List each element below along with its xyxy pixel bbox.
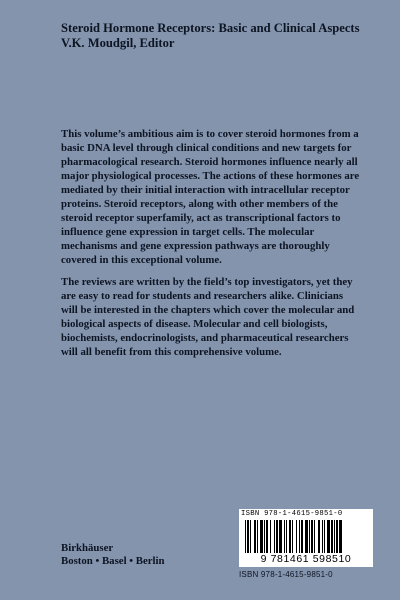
book-editor: V.K. Moudgil, Editor bbox=[61, 36, 175, 50]
publisher-block bbox=[61, 542, 211, 568]
cover-header bbox=[61, 21, 381, 51]
description-paragraph: This volume’s ambitious aim is to cover steroid hormones from a basic DNA level through clinical conditions and new targets for pharmacological research. Steroid hormones influence nearly all major physiological processes. The actions of these hormones are mediated by their initial interaction with intracellular receptor proteins. Steroid receptors, along with other members of the steroid receptor superfamily, act as transcriptional factors to influence gene expression in target cells. The molecular mechanisms and gene expression pathways are thoroughly covered in this exceptional volume. bbox=[61, 128, 360, 266]
book-title: Steroid Hormone Receptors: Basic and Clinical Aspects bbox=[61, 21, 360, 35]
barcode-isbn-text: ISBN 978-1-4615-9851-0 bbox=[241, 510, 343, 518]
isbn-number: ISBN 978-1-4615-9851-0 bbox=[239, 570, 333, 579]
book-description bbox=[61, 127, 361, 367]
publisher-cities: Boston • Basel • Berlin bbox=[61, 555, 165, 567]
barcode-label bbox=[239, 509, 373, 567]
description-paragraph: The reviews are written by the field’s top investigators, yet they are easy to read for students and researchers alike. Clinicians will be interested in the chapters which cover the molecular and biological aspects of disease. Molecular and cell biologists, biochemists, endocrinologists, and pharmaceutical researchers will all benefit from this comprehensive volume. bbox=[61, 276, 355, 358]
publisher-name: Birkhäuser bbox=[61, 542, 114, 554]
barcode-digits: 9 781461 598510 bbox=[260, 553, 352, 565]
barcode-bars bbox=[245, 520, 369, 553]
